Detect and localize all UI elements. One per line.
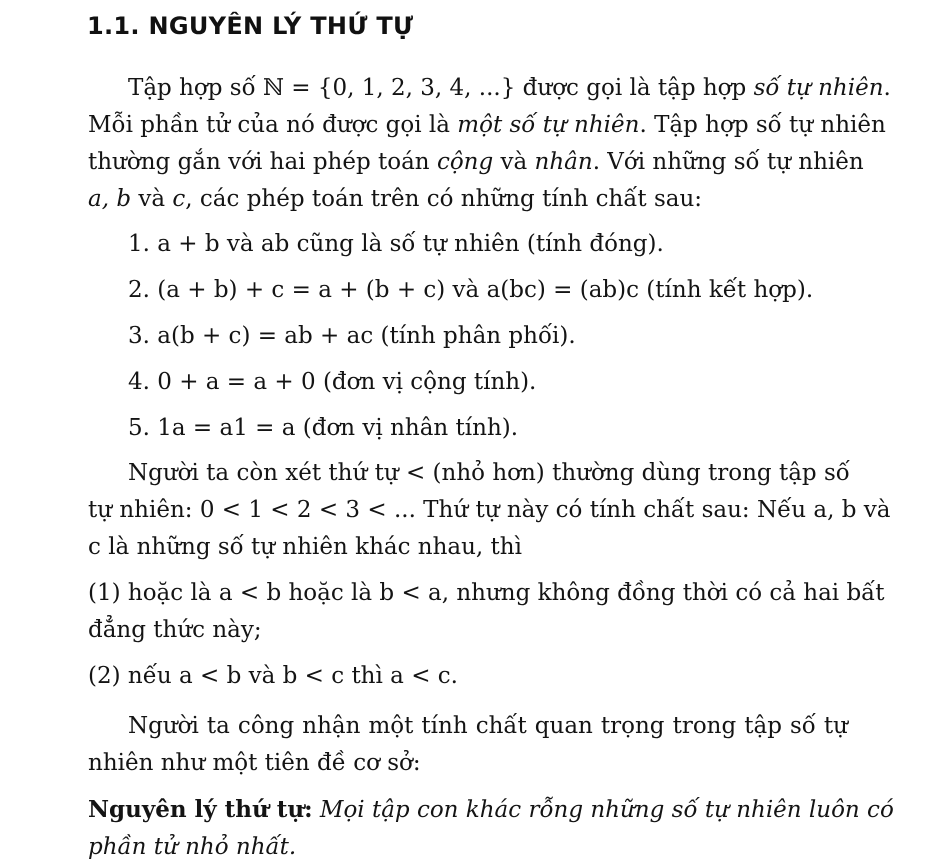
paragraph-3-line-2: nhiên như một tiên đề cơ sở: <box>88 750 421 776</box>
property-item-5: 5. 1a = a1 = a (đơn vị nhân tính). <box>128 415 519 441</box>
property-item-2: 2. (a + b) + c = a + (b + c) và a(bc) = (ab)c (tính kết hợp). <box>128 277 814 303</box>
paragraph-2-line-2: tự nhiên: 0 < 1 < 2 < 3 < ... Thứ tự này có tính chất sau: Nếu a, b và <box>88 497 891 523</box>
principle-label: Nguyên lý thứ tự: <box>88 796 313 823</box>
condition-1-line-2: đẳng thức này; <box>88 617 262 643</box>
paragraph-2-line-1: Người ta còn xét thứ tự < (nhỏ hơn) thường dùng trong tập số <box>128 460 850 486</box>
condition-1-line-1: (1) hoặc là a < b hoặc là b < a, nhưng không đồng thời có cả hai bất <box>88 580 885 606</box>
principle-line-2: phần tử nhỏ nhất. <box>88 834 297 860</box>
paragraph-3-line-1: Người ta công nhận một tính chất quan trọng trong tập số tự <box>128 713 848 739</box>
section-heading: 1.1. NGUYÊN LÝ THỨ TỰ <box>87 12 414 40</box>
paragraph-2-line-3: c là những số tự nhiên khác nhau, thì <box>88 534 522 560</box>
condition-2: (2) nếu a < b và b < c thì a < c. <box>88 663 458 689</box>
property-item-4: 4. 0 + a = a + 0 (đơn vị cộng tính). <box>128 369 537 395</box>
paragraph-1-line-3: thường gắn với hai phép toán cộng và nhân. Với những số tự nhiên <box>88 149 864 175</box>
property-item-1: 1. a + b và ab cũng là số tự nhiên (tính đóng). <box>128 231 664 257</box>
paragraph-1-line-2: Mỗi phần tử của nó được gọi là một số tự nhiên. Tập hợp số tự nhiên <box>88 112 886 138</box>
principle-line-1: Nguyên lý thứ tự: Mọi tập con khác rỗng những số tự nhiên luôn có <box>88 796 894 823</box>
paragraph-1-line-1: Tập hợp số ℕ = {0, 1, 2, 3, 4, ...} được gọi là tập hợp số tự nhiên. <box>128 75 891 101</box>
document-body <box>88 70 894 866</box>
property-item-3: 3. a(b + c) = ab + ac (tính phân phối). <box>128 323 576 349</box>
paragraph-1-line-4: a, b và c, các phép toán trên có những tính chất sau: <box>88 186 703 212</box>
